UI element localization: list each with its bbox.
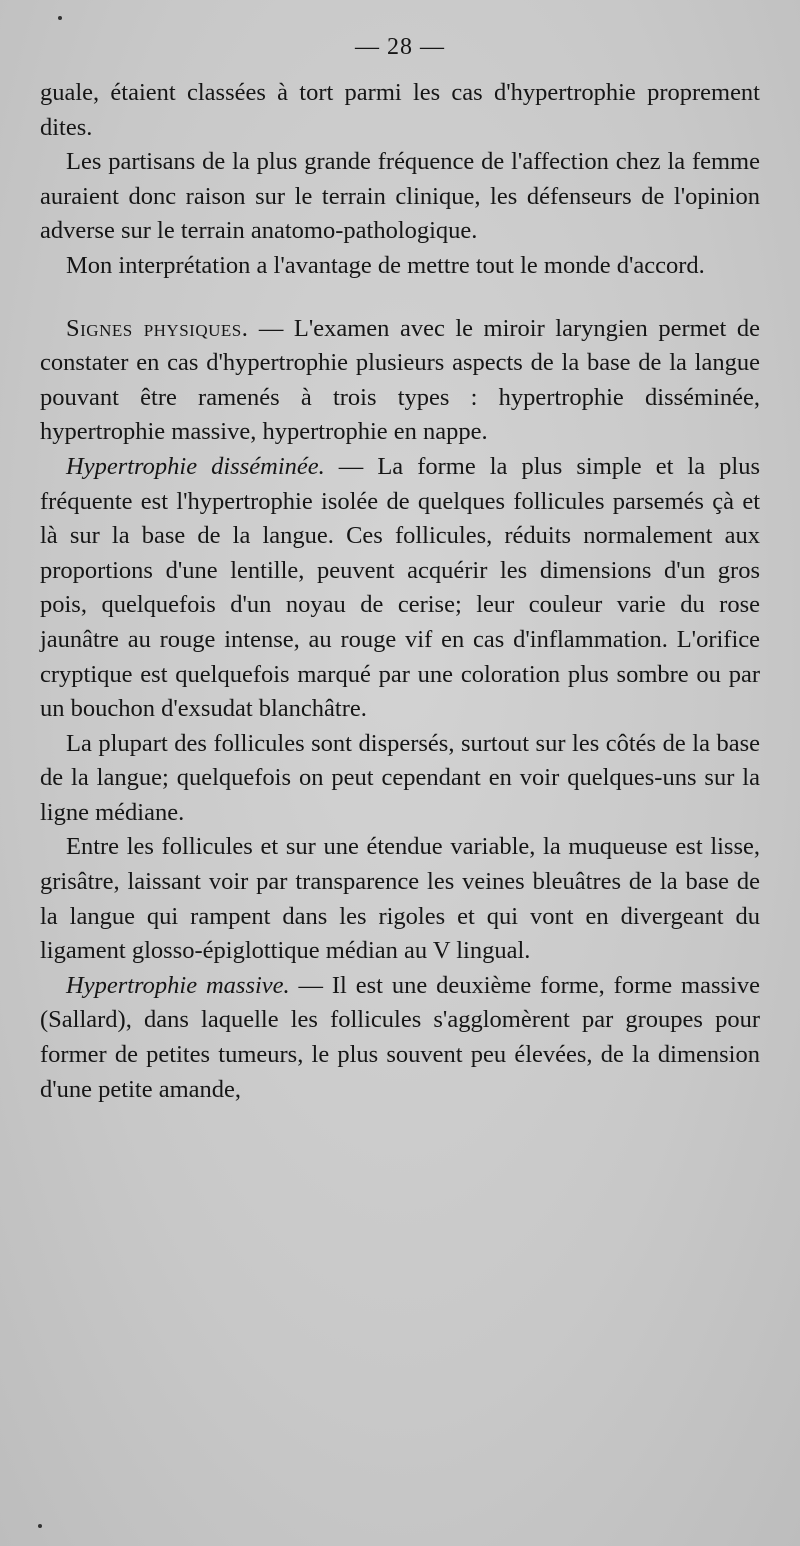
paragraph-signes-physiques bbox=[40, 312, 760, 450]
page-number: — 28 — bbox=[355, 34, 445, 60]
paragraph-continuation: guale, étaient classées à tort parmi les cas d'hypertrophie proprement dites. bbox=[40, 79, 760, 141]
paragraph-entre-les-follicules: Entre les follicules et sur une étendue variable, la muqueuse est lisse, grisâtre, laissant voir par transparence les veines bleuâtres de la base de la langue qui rampent dans les rigoles et qui vont en divergeant du ligament glosso-épiglottique médian au V lingual. bbox=[40, 833, 760, 965]
paper-speck bbox=[38, 1524, 42, 1528]
paper-speck bbox=[58, 16, 62, 20]
section-heading-signes-physiques: Signes physiques. bbox=[66, 314, 249, 342]
paragraph-signes-physiques-text: — L'examen avec le miroir laryngien permet de constater en cas d'hypertrophie plusieurs aspects de la base de la langue pouvant être ramenés à trois types : hypertrophie disséminée, hypertrophie massive, hypertrophie en nappe. bbox=[40, 314, 760, 446]
body-text bbox=[40, 76, 760, 1107]
paragraph-hypertrophie-disseminee bbox=[40, 450, 760, 727]
paragraph-hypertrophie-massive bbox=[40, 969, 760, 1107]
section-heading-hypertrophie-disseminee: Hypertrophie disséminée. bbox=[66, 452, 325, 480]
paragraph-hypertrophie-massive-text: — Il est une deuxième forme, forme massive (Sallard), dans laquelle les follicules s'agglomèrent par groupes pour former de petites tumeurs, le plus souvent peu élevées, de la dimension d'une petite amande, bbox=[40, 971, 760, 1103]
paragraph-follicules-disperses: La plupart des follicules sont dispersés, surtout sur les côtés de la base de la langue; quelquefois on peut cependant en voir quelques-uns sur la ligne médiane. bbox=[40, 729, 760, 826]
paragraph-hypertrophie-disseminee-text: — La forme la plus simple et la plus fréquente est l'hypertrophie isolée de quelques follicules parsemés çà et là sur la base de la langue. Ces follicules, réduits normalement aux proportions d'une lentille, peuvent acquérir les dimensions d'un gros pois, quelquefois d'un noyau de cerise; leur couleur varie du rose jaunâtre au rouge intense, au rouge vif en cas d'inflammation. L'orifice cryptique est quelquefois marqué par une coloration plus sombre ou par un bouchon d'exsudat blanchâtre. bbox=[40, 452, 760, 723]
paragraph-partisans: Les partisans de la plus grande fréquence de l'affection chez la femme auraient donc raison sur le terrain clinique, les défenseurs de l'opinion adverse sur le terrain anatomo-pathologique. bbox=[40, 148, 760, 245]
section-heading-hypertrophie-massive: Hypertrophie massive. bbox=[66, 971, 290, 999]
paragraph-interpretation: Mon interprétation a l'avantage de mettre tout le monde d'accord. bbox=[66, 251, 705, 279]
